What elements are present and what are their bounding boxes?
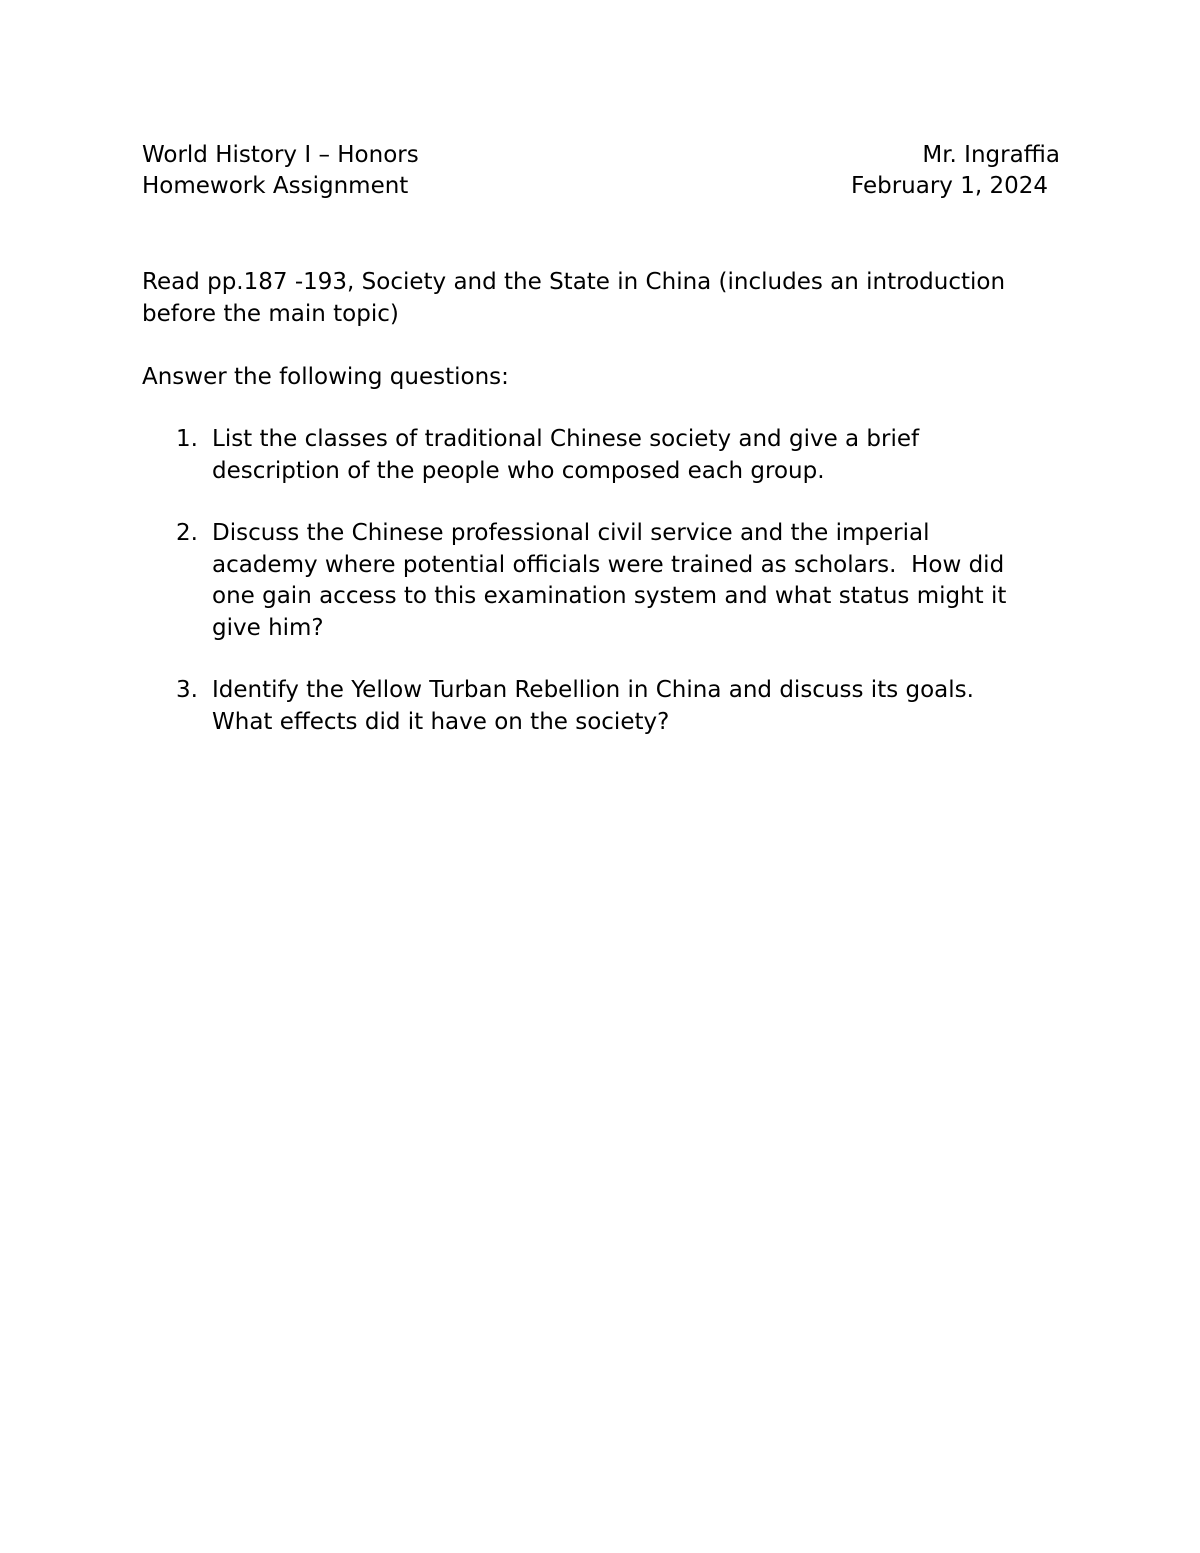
course-title: World History I – Honors <box>142 142 419 168</box>
question-number: 2. <box>176 520 198 546</box>
question-list <box>142 424 1042 769</box>
question-number: 1. <box>176 426 198 452</box>
assignment-date: February 1, 2024 <box>850 173 1048 199</box>
teacher-name: Mr. Ingraffia <box>922 142 1060 168</box>
questions-prompt: Answer the following questions: <box>142 364 509 390</box>
question-item <box>142 675 1042 738</box>
question-text: List the classes of traditional Chinese society and give a brief description of the people who composed each group. <box>212 426 920 484</box>
question-number: 3. <box>176 677 198 703</box>
question-item <box>142 424 1042 487</box>
header-row-1 <box>142 140 1060 171</box>
question-text: Identify the Yellow Turban Rebellion in China and discuss its goals. What effects did it have on the society? <box>212 677 989 735</box>
assignment-title: Homework Assignment <box>142 173 409 199</box>
header-row-2 <box>142 171 1060 202</box>
reading-instruction: Read pp.187 -193, Society and the State in China (includes an introduction before the main topic) <box>142 269 1006 327</box>
question-text: Discuss the Chinese professional civil service and the imperial academy where potential officials were trained as scholars. How did one gain access to this examination system and what status might it give him? <box>212 520 1014 641</box>
question-item <box>142 518 1042 644</box>
